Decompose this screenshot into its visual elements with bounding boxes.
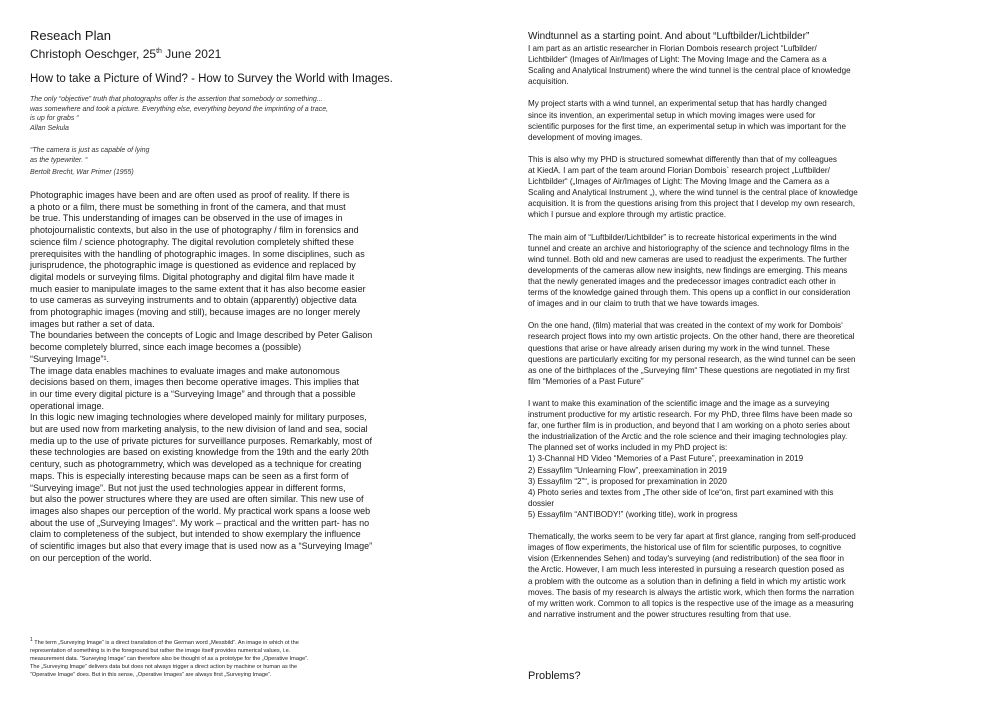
paragraph-gap: [528, 309, 976, 320]
body-line: “Surveying image”. But not just the used technologies appear in different forms,: [30, 482, 346, 493]
paragraph-line: as one of the birthplaces of the „Surveying film“ These questions are negotiated in my first: [528, 365, 850, 375]
paragraph: [528, 232, 976, 310]
paragraph-line: acquisition.: [528, 77, 569, 87]
left-body-text: [30, 190, 415, 565]
paragraph-line: instrument productive for my artistic research. For my PhD, three films have been made so: [528, 410, 853, 420]
paragraph-line: of images and in our claim to truth that we have towards images.: [528, 299, 760, 309]
body-line: maps. This is especially interesting because maps can be seen as a first form of: [30, 470, 349, 481]
closing-question: Problems?: [528, 670, 581, 682]
paragraph-line: acquisition. It is from the questions arising from this project that I develop my own research,: [528, 199, 856, 209]
paragraph-line: The main aim of “Luftbilder/Lichtbilder” is to recreate historical experiments in the wind: [528, 232, 837, 242]
body-line: prerequisites with the handling of photographic images. In some disciplines, such as: [30, 248, 365, 259]
body-line: in our time every digital picture is a “Surveying Image” and through that a possible: [30, 388, 356, 399]
body-line: claim to completeness of the subject, but intended to show exemplary the influence: [30, 529, 361, 540]
paragraph: [528, 154, 976, 221]
body-line: media up to the use of private pictures for surveillance purposes. Remarkably, most of: [30, 435, 372, 446]
body-line: be true. This understanding of images can be observed in the use of images in: [30, 213, 343, 224]
body-line: from photographic images (moving and still), because images are no longer merely: [30, 307, 361, 318]
paragraph-line: I am part as an artistic researcher in Florian Dombois research project “Lufbilder/: [528, 44, 817, 53]
body-line: “Surveying Image”¹.: [30, 353, 110, 364]
paragraph-line: at KiedA. I am part of the team around Florian Dombois` research project „Luftbilder/: [528, 166, 830, 176]
paragraph-line: 5) Essayfilm “ANTIBODY!” (working title), work in progress: [528, 509, 738, 519]
paragraph-line: 4) Photo series and textes from „The other side of Ice“on, first part examined with this: [528, 487, 834, 497]
quote-sekula: [30, 95, 328, 133]
paragraph-line: 3) Essayfilm “2”“, is proposed for prexamination in 2020: [528, 476, 727, 486]
quote-line: was somewhere and took a picture. Everything else, everything beyond the imprinting of a trace,: [30, 105, 329, 113]
paragraph-line: research project flows into my own artistic projects. On the other hand, there are theoretical: [528, 332, 855, 342]
paragraph-line: On the one hand, (film) material that was created in the context of my work for Dombois‘: [528, 321, 843, 331]
paragraph-line: of my written work. Common to all topics is the respective use of the image as a measuring: [528, 598, 854, 608]
footnote-line: The „Surveying Image“ delivers data but does not always trigger a direct action by machine or human as the: [30, 664, 298, 671]
paragraph-line: Lichtbilder“ („Images of Air/Images of Light: The Moving Image and the Camera as a: [528, 177, 830, 187]
paragraph-line: My project starts with a wind tunnel, an experimental setup that has hardly changed: [528, 99, 827, 109]
document-heading: How to take a Picture of Wind? - How to Survey the World with Images.: [30, 73, 393, 85]
paragraph-line: the industrialization of the Arctic and the role science and their imaging technologies play.: [528, 432, 848, 442]
body-line: on our perception of the world.: [30, 552, 152, 563]
body-line: jurisprudence, the photographic image is questioned as evidence and replaced by: [30, 260, 356, 271]
body-line: digital models or surveying films. Digital photography and digital film have made it: [30, 271, 355, 282]
paragraph-line: tunnel and create an archive and historiography of the science and technology films in the: [528, 243, 850, 253]
paragraph-gap: [528, 87, 976, 98]
footnote-line: measurement data. “Surveying Image” can therefore also be thought of as a prototype for the „Operative Image“.: [30, 656, 309, 663]
paragraph-line: terms of the knowledge gained through them. This opens up a conflict in our consideration: [528, 288, 851, 298]
paragraph-line: questions are particularly exciting for my personal research, as the wind tunnel can be seen: [528, 354, 856, 364]
body-line: images but rather a set of data.: [30, 318, 155, 329]
footnote: [30, 636, 415, 679]
paragraph-line: Scaling and Analytical Instrument „), where the wind tunnel is the central place of knowledge: [528, 188, 858, 198]
footnote-text: The term „Surveying Image“ is a direct translation of the German word „Messbild“. An image in which ot the: [32, 639, 299, 646]
paragraph-line: Thematically, the works seem to be very far apart at first glance, ranging from self-produced: [528, 532, 856, 542]
paragraph-line: a problem with the outcome as a solution than in defining a field in which my artistic work: [528, 576, 846, 586]
paragraph-line: moves. The basis of my research is always the artistic work, which then forms the narration: [528, 587, 854, 597]
quote-author: Bertolt Brecht, War Primer (1955): [30, 169, 134, 177]
body-line: much easier to manipulate images to the same extent that it has also become easier: [30, 283, 366, 294]
paragraph-line: 1) 3-Channal HD Video “Memories of a Past Future”, preexamination in 2019: [528, 454, 804, 464]
author-date: [30, 44, 221, 62]
paragraph-line: and narrative instrument and the power structures resulting from that use.: [528, 609, 792, 619]
paragraph-line: dossier: [528, 498, 555, 508]
paragraph: [528, 320, 976, 387]
paragraph-line: The planned set of works included in my PhD project is:: [528, 443, 728, 453]
paragraph-gap: [528, 143, 976, 154]
body-line: these technologies are based on existing knowledge from the 19th and the early 20th: [30, 447, 369, 458]
paragraph: [528, 531, 976, 620]
paragraph-gap: [528, 520, 976, 531]
footnote-line: “Operative Image” does. But in this sense, „Operative Images“ are always first „Surveying Image“.: [30, 672, 272, 679]
paragraph-line: the Arctic. However, I am much less interested in pursuing a research question posed as: [528, 565, 845, 575]
paragraph-line: developments of the cameras allow new insights, new findings are emerging. This means: [528, 265, 848, 275]
body-line: century, such as photogrammetry, which was developed as a technique for creating: [30, 459, 362, 470]
section-title: Windtunnel as a starting point. And about “Luftbilder/Lichtbilder”: [528, 31, 810, 42]
body-line: decisions based on them, images then become operative images. This implies that: [30, 377, 360, 388]
paragraph-line: Scaling and Analytical Instrument) where the wind tunnel is the central place of knowledge: [528, 66, 851, 76]
body-line: of scientific images but also that every image that is used now as a “Surveying Image”: [30, 541, 373, 552]
footnote-line: [30, 636, 415, 647]
paragraph-line: vision (Erkennendes Sehen) and today's surveying (and redistribution) of the sea floor in: [528, 554, 845, 564]
paragraph: [528, 98, 976, 142]
body-line: operational image.: [30, 400, 105, 411]
document-title: Reseach Plan: [30, 28, 111, 43]
paragraph-line: film “Memories of a Past Future”: [528, 376, 644, 386]
body-line: The boundaries between the concepts of Logic and Image described by Peter Galison: [30, 330, 373, 341]
paragraph-line: questions that arise or have already arisen during my work in the wind tunnel. These: [528, 343, 830, 353]
quote-line: The only “objective” truth that photographs offer is the assertion that somebody or something...: [30, 96, 323, 103]
paragraph-line: development of moving images.: [528, 132, 643, 142]
body-line: images also shapes our perception of the world. My practical work spans a loose web: [30, 505, 371, 516]
quote-line: “The camera is just as capable of lying: [30, 147, 150, 154]
footnote-mark: 1: [30, 637, 33, 643]
body-line: The image data enables machines to evaluate images and make autonomous: [30, 365, 340, 376]
paragraph-line: which I pursue and explore through my artistic practice.: [528, 210, 726, 220]
paragraph: [528, 398, 976, 520]
body-line: become completely blurred, since each image becomes a (possible): [30, 342, 302, 353]
body-line: Photographic images have been and are often used as proof of reality. If there is: [30, 190, 350, 200]
quote-line: is up for grabs “: [30, 115, 79, 123]
paragraph-line: since its invention, an experimental setup in which moving images were used for: [528, 110, 816, 120]
author-date-sup: th: [156, 48, 162, 55]
body-line: but also the power structures where they are used are often similar. This new use of: [30, 494, 364, 505]
body-line: about the use of „Surveying Images“. My work – practical and the written part- has no: [30, 517, 370, 528]
quote-line: as the typewriter. “: [30, 156, 88, 164]
paragraph-line: Lichtbilder“ (Images of Air/Images of Light: The Moving Image and the Camera as a: [528, 55, 827, 65]
body-line: to use cameras as surveying instruments and to obtain (apparently) objective data: [30, 295, 357, 306]
right-body-text: [528, 43, 976, 620]
quote-brecht: [30, 146, 149, 178]
body-line: science film / science photography. The digital revolution completely shifted these: [30, 236, 354, 247]
paragraph-gap: [528, 387, 976, 398]
paragraph-line: wind tunnel. Both old and new cameras are used to readjust the experiments. The further: [528, 254, 847, 264]
author-date-end: June 2021: [161, 47, 222, 61]
paragraph-line: far, one further film is in production, and beyond that I am working on a photo series about: [528, 421, 850, 431]
body-line: a photo or a film, there must be something in front of the camera, and that must: [30, 201, 346, 212]
paragraph: [528, 43, 976, 87]
paragraph-gap: [528, 221, 976, 232]
paragraph-line: scientific purposes for the first time, an experimental setup in which was important for the: [528, 121, 847, 131]
body-line: but are used now from marketing analysis, to the new division of land and sea, social: [30, 424, 368, 435]
paragraph-line: that the newly generated images and the predecessor images contradict each other in: [528, 276, 836, 286]
paragraph-line: This is also why my PHD is structured somewhat differently than that of my colleagues: [528, 154, 837, 164]
paragraph-line: 2) Essayfilm “Unlearning Flow”, preexamination in 2019: [528, 465, 727, 475]
body-line: photojournalistic contexts, but also in the use of photography / film in forensics and: [30, 225, 359, 236]
quote-author: Allan Sekula: [30, 124, 69, 132]
footnote-line: representation of something is in the foreground but rather the image itself provides numerical values, i.e.: [30, 647, 291, 654]
paragraph-line: I want to make this examination of the scientific image and the image as a surveying: [528, 399, 830, 408]
author-date-main: Christoph Oeschger, 25: [30, 47, 157, 61]
body-line: In this logic new imaging technologies where developed mainly for military purposes,: [30, 412, 367, 423]
paragraph-line: images of flow experiments, the historical use of film for scientific purposes, to cognitive: [528, 543, 842, 553]
